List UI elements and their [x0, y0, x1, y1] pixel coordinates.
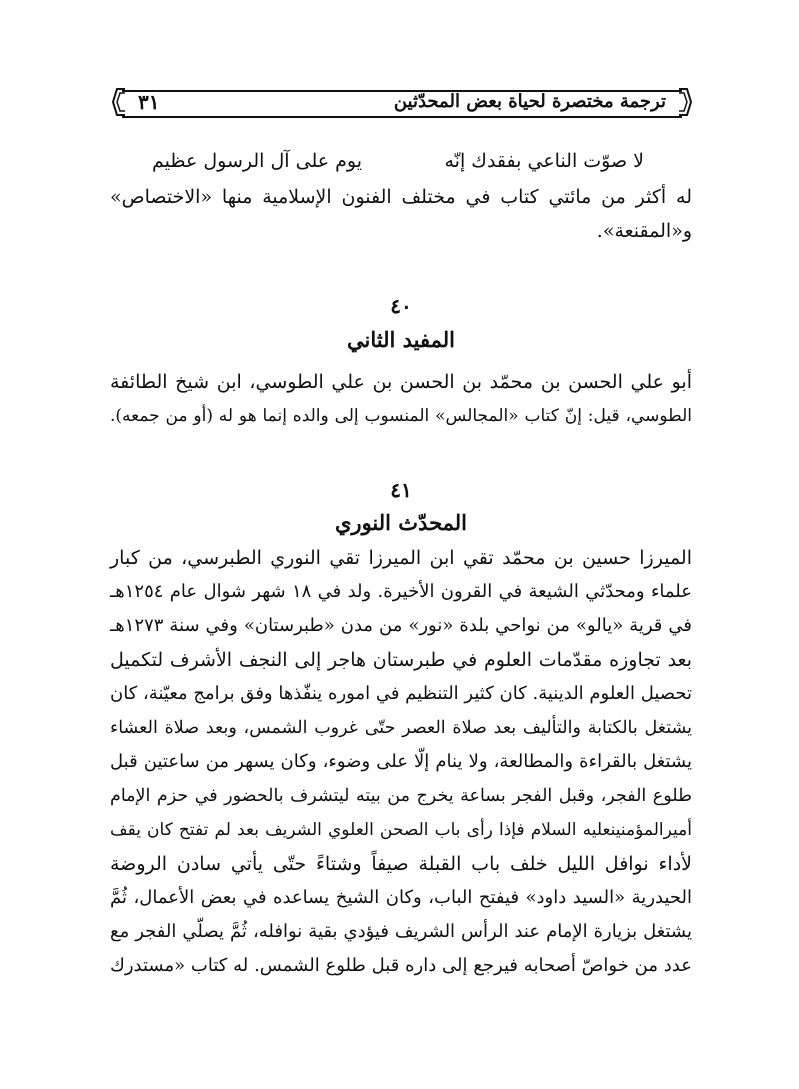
paragraph-line: الطوسي، قيل: إنّ كتاب «المجالس» المنسوب إلى والده إنما هو له (أو من جمعه). — [110, 406, 692, 426]
header-title: ترجمة مختصرة لحياة بعض المحدّثين — [393, 91, 666, 112]
paragraph-line: الحيدرية «السيد داود» فيفتح الباب، وكان الشيخ يساعده في بعض الأعمال، ثُمَّ — [110, 887, 692, 908]
poem-hemistich-second: يوم على آل الرسول عظيم — [152, 150, 362, 172]
entry-number: ٤٠ — [390, 294, 412, 318]
entry-title: المحدّث النوري — [334, 510, 468, 535]
entry-paragraph — [110, 365, 692, 433]
paragraph-line: لأداء نوافل الليل خلف باب القبلة صيفاً وشتاءً حتّى يأتي سادن الروضة — [110, 853, 692, 875]
paragraph-line: علماء ومحدّثي الشيعة في القرون الأخيرة. ولد في ١٨ شهر شوال عام ١٢٥٤هـ — [110, 581, 692, 602]
entry-number: ٤١ — [390, 478, 412, 502]
page-number: ٣١ — [138, 90, 160, 114]
paragraph-line: و«المقنعة». — [596, 220, 692, 242]
intro-paragraph — [110, 180, 692, 248]
paragraph-line: يشتغل بالكتابة والتأليف بعد صلاة العصر حتّى غروب الشمس، وبعد صلاة العشاء — [110, 718, 692, 738]
paragraph-line: يشتغل بزيارة الإمام عند الرأس الشريف فيؤدي بقية نوافله، ثُمَّ يصلّي الفجر مع — [110, 921, 692, 942]
paragraph-line: بعد تجاوزه مقدّمات العلوم في طبرستان هاجر إلى النجف الأشرف لتكميل — [110, 649, 692, 671]
paragraph-line: عدد من خواصّ أصحابه فيرجع إلى داره قبل طلوع الشمس. له كتاب «مستدرك — [110, 955, 692, 976]
paragraph-line: تحصيل العلوم الدينية. كان كثير التنظيم في اموره ينفّذها وفق برامج معيّنة، كان — [110, 683, 692, 704]
entry-title: المفيد الثاني — [347, 327, 455, 352]
paragraph-line: الميرزا حسين بن محمّد تقي ابن الميرزا تقي النوري الطبرسي، من كبار — [110, 547, 692, 569]
poem-hemistich-first: لا صوّت الناعي بفقدك إنّه — [444, 150, 644, 172]
paragraph-line: طلوع الفجر، وقبل الفجر بساعة يخرج من بيته ليتشرف بالحضور في حزم الإمام — [110, 786, 692, 806]
entry-paragraph — [110, 541, 692, 983]
poem-verse — [110, 150, 692, 180]
paragraph-line: له أكثر من مائتي كتاب في مختلف الفنون الإسلامية منها «الاختصاص» — [110, 186, 692, 208]
paragraph-line: أبو علي الحسن بن محمّد بن الحسن بن علي الطوسي، ابن شيخ الطائفة — [110, 371, 692, 393]
running-header — [112, 88, 692, 118]
header-ornament-right — [678, 88, 692, 116]
paragraph-line: يشتغل بالقراءة والمطالعة، ولا ينام إلّا على وضوء، وكان يسهر من ساعتين قبل — [110, 751, 692, 772]
paragraph-line: في قرية «يالو» من نواحي بلدة «نور» من مدن «طبرستان» وفي سنة ١٢٧٣هـ — [110, 615, 692, 636]
paragraph-line: أميرالمؤمنينعليه السلام فإذا رأى باب الصحن العلوي الشريف بعد لم تفتح كان يقف — [110, 820, 692, 840]
